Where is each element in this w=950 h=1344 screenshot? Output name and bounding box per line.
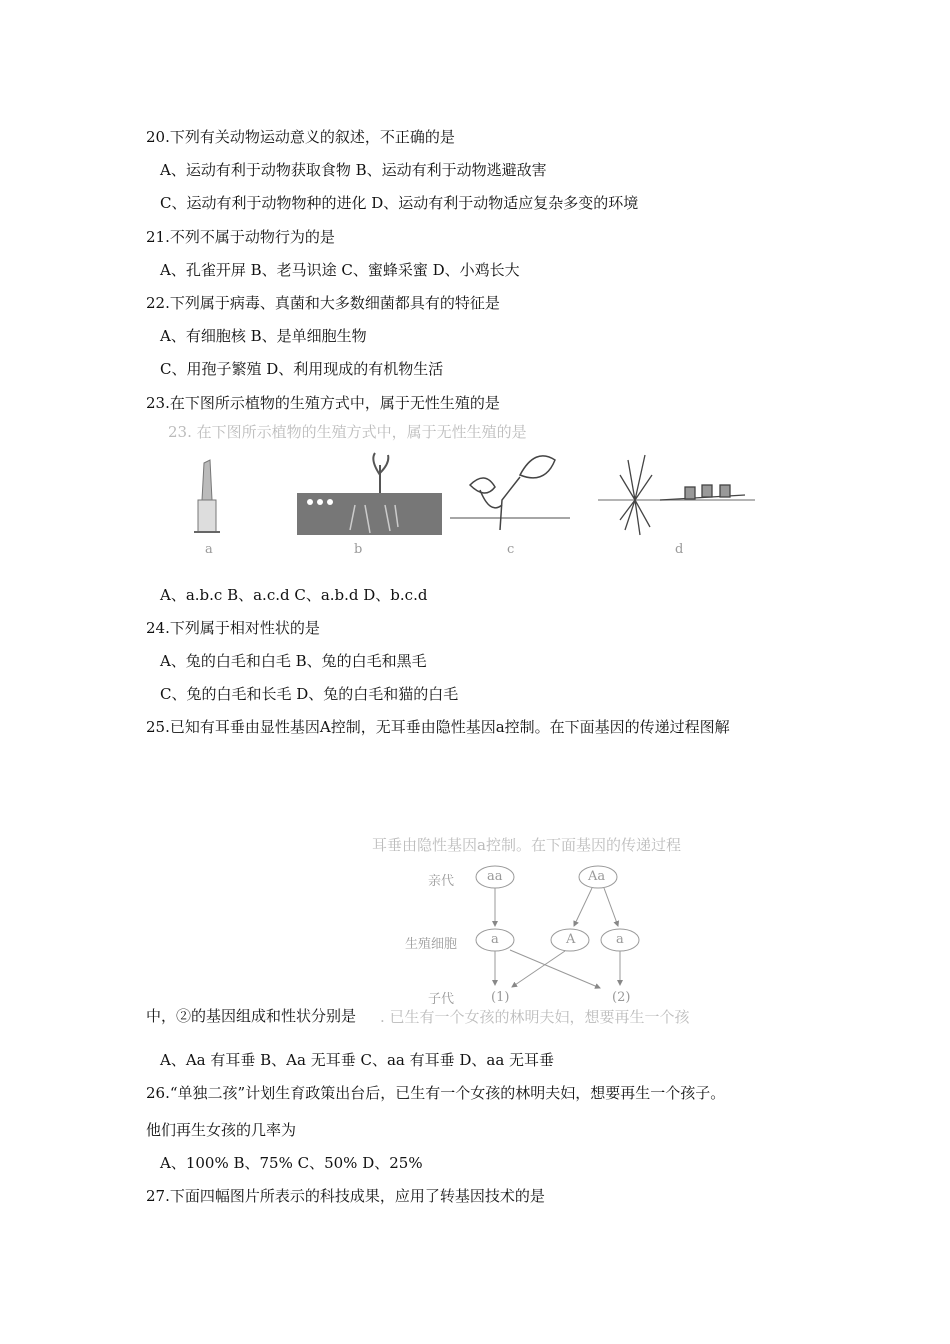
- q25-stem-2-ghost: . 已生有一个女孩的林明夫妇，想要再生一个孩: [380, 1008, 690, 1026]
- q26-options-1: A、100% B、75% C、50% D、25%: [160, 1154, 423, 1172]
- q24-options-2: C、兔的白毛和长毛 D、兔的白毛和猫的白毛: [160, 685, 459, 703]
- q23-label-a: a: [205, 542, 213, 557]
- parent-Aa: Aa: [588, 869, 606, 884]
- q23-plant-figure: [180, 445, 810, 560]
- q22-options-1: A、有细胞核 B、是单细胞生物: [160, 327, 367, 345]
- q20-options-2: C、运动有利于动物物种的进化 D、运动有利于动物适应复杂多变的环境: [160, 194, 639, 212]
- gamete-a-1: a: [491, 932, 499, 947]
- q25-stem-2: 中，②的基因组成和性状分别是: [146, 1007, 357, 1025]
- q23-label-c: c: [507, 542, 515, 557]
- q24-options-1: A、兔的白毛和白毛 B、兔的白毛和黑毛: [160, 652, 427, 670]
- q20-options-1: A、运动有利于动物获取食物 B、运动有利于动物逃避敌害: [160, 161, 547, 179]
- q26-stem-2: 他们再生女孩的几率为: [146, 1121, 297, 1139]
- q22-options-2: C、用孢子繁殖 D、利用现成的有机物生活: [160, 360, 444, 378]
- q23-figure-caption-ghost: 23. 在下图所示植物的生殖方式中，属于无性生殖的是: [168, 423, 527, 441]
- q24-stem: 24.下列属于相对性状的是: [146, 619, 320, 637]
- row-label-gamete: 生殖细胞: [405, 937, 458, 952]
- q23-label-b: b: [354, 542, 363, 557]
- q23-options-1: A、a.b.c B、a.c.d C、a.b.d D、b.c.d: [160, 586, 428, 604]
- q20-stem: 20.下列有关动物运动意义的叙述，不正确的是: [146, 128, 455, 146]
- gamete-a-2: a: [616, 932, 624, 947]
- q26-stem: 26.“单独二孩”计划生育政策出台后，已生有一个女孩的林明夫妇，想要再生一个孩子。: [146, 1084, 726, 1102]
- q25-options-1: A、Aa 有耳垂 B、Aa 无耳垂 C、aa 有耳垂 D、aa 无耳垂: [160, 1051, 555, 1069]
- q22-stem: 22.下列属于病毒、真菌和大多数细菌都具有的特征是: [146, 294, 500, 312]
- q25-figure-caption-ghost: 耳垂由隐性基因a控制。在下面基因的传递过程: [372, 836, 681, 854]
- q23-label-d: d: [675, 542, 684, 557]
- q25-stem: 25.已知有耳垂由显性基因A控制，无耳垂由隐性基因a控制。在下面基因的传递过程图解: [146, 718, 730, 736]
- q21-stem: 21.不列不属于动物行为的是: [146, 228, 335, 246]
- gamete-A: A: [566, 932, 576, 947]
- q27-stem: 27.下面四幅图片所表示的科技成果，应用了转基因技术的是: [146, 1187, 545, 1205]
- figure-d-runner-icon: [598, 455, 755, 535]
- q23-stem: 23.在下图所示植物的生殖方式中，属于无性生殖的是: [146, 394, 500, 412]
- figure-a-grafting-icon: [194, 460, 220, 532]
- figure-b-seed-icon: [297, 453, 442, 535]
- child-1: (1): [491, 990, 510, 1005]
- row-label-parent: 亲代: [428, 874, 455, 889]
- parent-aa: aa: [487, 869, 503, 884]
- child-2: (2): [612, 990, 631, 1005]
- figure-c-layering-icon: [450, 456, 570, 530]
- row-label-child: 子代: [428, 992, 455, 1007]
- q21-options-1: A、孔雀开屏 B、老马识途 C、蜜蜂采蜜 D、小鸡长大: [160, 261, 520, 279]
